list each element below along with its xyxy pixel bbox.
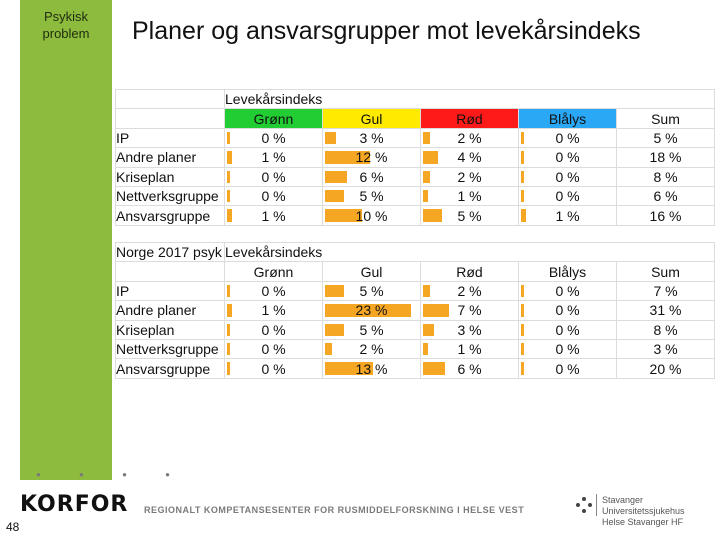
cell-value: 1 % [261,302,286,319]
row-label: Ansvarsgruppe [116,359,225,378]
cell-value: 0 % [261,168,286,185]
cell-value: 2 % [457,282,482,299]
cell-value: 5 % [653,129,678,146]
footer-divider [596,494,597,516]
table-cell [519,281,617,300]
data-bar [423,190,428,202]
table-cell [617,320,715,339]
cell-value: 0 % [555,360,580,377]
data-bar [521,209,526,221]
table-corner-label: Norge 2017 psyk [116,243,225,262]
cell-value: 0 % [261,360,286,377]
table-row [116,186,715,205]
data-bar [521,190,524,202]
table-cell [617,128,715,147]
column-header: Grønn [225,262,323,281]
cell-value: 31 % [649,302,682,319]
cell-value: 0 % [261,129,286,146]
cell-value: 16 % [649,207,682,224]
table-cell [323,128,421,147]
row-label: IP [116,128,225,147]
table-cell [225,167,323,186]
table-header-spacer [116,109,225,128]
table-cell [617,148,715,167]
table-cell [519,186,617,205]
table-cell [225,359,323,378]
data-bar [227,324,230,336]
data-bar [423,151,438,163]
table-cell [421,186,519,205]
sidebar-label: Psykisk problem [42,9,90,41]
table-cell [617,339,715,358]
cell-value: 2 % [457,129,482,146]
cell-value: 0 % [555,188,580,205]
data-bar [521,362,524,374]
data-bar [423,285,430,297]
column-header: Grønn [225,109,323,128]
cell-value: 5 % [457,207,482,224]
row-label: Andre planer [116,301,225,320]
table-cell [323,281,421,300]
table-cell [617,206,715,225]
hospital-logo-icon [572,494,596,516]
table-cell [421,339,519,358]
korfor-logo: KORFOR [20,492,129,517]
data-bar [423,304,449,316]
data-bar [325,285,344,297]
table-header-spacer [116,262,225,281]
cell-value: 1 % [457,341,482,358]
cell-value: 3 % [653,341,678,358]
column-header: Sum [617,262,715,281]
table-cell [519,206,617,225]
table-cell [225,320,323,339]
cell-value: 0 % [261,188,286,205]
column-header: Gul [323,262,421,281]
column-header: Rød [421,109,519,128]
levekar-table [115,89,715,226]
cell-value: 4 % [457,149,482,166]
table-cell [519,148,617,167]
table-cell [323,148,421,167]
data-bar [325,324,344,336]
cell-value: 1 % [261,149,286,166]
data-bar [227,190,230,202]
table-row [116,167,715,186]
data-bar [227,343,230,355]
data-bar [325,171,347,183]
table-cell [421,281,519,300]
cell-value: 0 % [261,321,286,338]
table-row [116,301,715,320]
table-cell [617,359,715,378]
data-bar [325,132,336,144]
data-bar [423,171,430,183]
cell-value: 5 % [359,282,384,299]
table-cell [323,320,421,339]
data-bar [423,324,434,336]
cell-value: 12 % [355,149,388,166]
cell-value: 5 % [359,188,384,205]
data-bar [227,304,232,316]
cell-value: 8 % [653,321,678,338]
row-label: Nettverksgruppe [116,186,225,205]
table-cell [421,128,519,147]
table-cell [323,167,421,186]
table-cell [421,301,519,320]
hospital-line-2: Helse Stavanger HF [602,517,684,527]
table-cell [421,206,519,225]
data-bar [423,362,445,374]
data-bar [423,343,428,355]
cell-value: 23 % [355,302,388,319]
table-cell [519,301,617,320]
table-cell [519,339,617,358]
cell-value: 1 % [555,207,580,224]
footer-center-text: REGIONALT KOMPETANSESENTER FOR RUSMIDDELFORSKNING I HELSE VEST [144,505,525,515]
data-bar [423,132,430,144]
data-bar [521,304,524,316]
data-bar [521,285,524,297]
row-label: Ansvarsgruppe [116,206,225,225]
sidebar-band [20,0,112,480]
table-cell [617,301,715,320]
levekar-table [115,242,715,379]
table-cell [323,359,421,378]
table-cell [225,206,323,225]
cell-value: 1 % [457,188,482,205]
table-cell [421,167,519,186]
table-row [116,339,715,358]
data-bar [227,285,230,297]
table-cell [225,148,323,167]
table-cell [519,359,617,378]
cell-value: 2 % [457,168,482,185]
table-cell [323,186,421,205]
table-row [116,128,715,147]
row-label: Nettverksgruppe [116,339,225,358]
cell-value: 0 % [261,341,286,358]
column-header: Gul [323,109,421,128]
table-row [116,281,715,300]
cell-value: 10 % [355,207,388,224]
cell-value: 1 % [261,207,286,224]
cell-value: 0 % [555,149,580,166]
table-cell [323,301,421,320]
cell-value: 6 % [653,188,678,205]
decorative-dots: ● ● ● ● [36,470,188,479]
data-bar [325,190,344,202]
table-cell [225,186,323,205]
cell-value: 3 % [457,321,482,338]
table-row [116,148,715,167]
table-cell [617,167,715,186]
hospital-name [602,495,720,528]
hospital-line-1: Stavanger Universitetssjukehus [602,495,685,516]
cell-value: 5 % [359,321,384,338]
data-bar [227,171,230,183]
table-cell [519,128,617,147]
cell-value: 18 % [649,149,682,166]
table-cell [225,281,323,300]
table-cell [421,320,519,339]
row-label: IP [116,281,225,300]
row-label: Andre planer [116,148,225,167]
cell-value: 6 % [359,168,384,185]
data-bar [521,171,524,183]
cell-value: 0 % [555,168,580,185]
data-bar [227,362,230,374]
column-header: Blålys [519,262,617,281]
data-bar [227,209,232,221]
table-corner-label [116,90,225,109]
data-bar [325,343,332,355]
data-bar [521,132,524,144]
data-bar [521,324,524,336]
table-cell [225,301,323,320]
slide-title: Planer og ansvarsgrupper mot levekårsindeks [132,17,641,45]
cell-value: 13 % [355,360,388,377]
column-header: Blålys [519,109,617,128]
cell-value: 2 % [359,341,384,358]
table-title: Levekårsindeks [225,243,715,262]
cell-value: 6 % [457,360,482,377]
column-header: Sum [617,109,715,128]
data-bar [227,132,230,144]
cell-value: 0 % [261,282,286,299]
row-label: Kriseplan [116,320,225,339]
data-bar [521,151,524,163]
table-cell [519,320,617,339]
cell-value: 3 % [359,129,384,146]
data-bar [521,343,524,355]
table-row [116,320,715,339]
table-cell [421,359,519,378]
cell-value: 0 % [555,321,580,338]
column-header: Rød [421,262,519,281]
row-label: Kriseplan [116,167,225,186]
table-row [116,206,715,225]
cell-value: 20 % [649,360,682,377]
table-cell [421,148,519,167]
cell-value: 7 % [653,282,678,299]
table-cell [323,339,421,358]
cell-value: 0 % [555,341,580,358]
table-row [116,359,715,378]
table-title: Levekårsindeks [225,90,715,109]
table-cell [225,128,323,147]
cell-value: 0 % [555,302,580,319]
data-bar [423,209,442,221]
table-cell [225,339,323,358]
cell-value: 0 % [555,282,580,299]
slide-number: 48 [6,520,20,534]
data-bar [227,151,232,163]
table-cell [617,281,715,300]
table-cell [519,167,617,186]
table-cell [617,186,715,205]
cell-value: 8 % [653,168,678,185]
cell-value: 0 % [555,129,580,146]
cell-value: 7 % [457,302,482,319]
table-cell [323,206,421,225]
